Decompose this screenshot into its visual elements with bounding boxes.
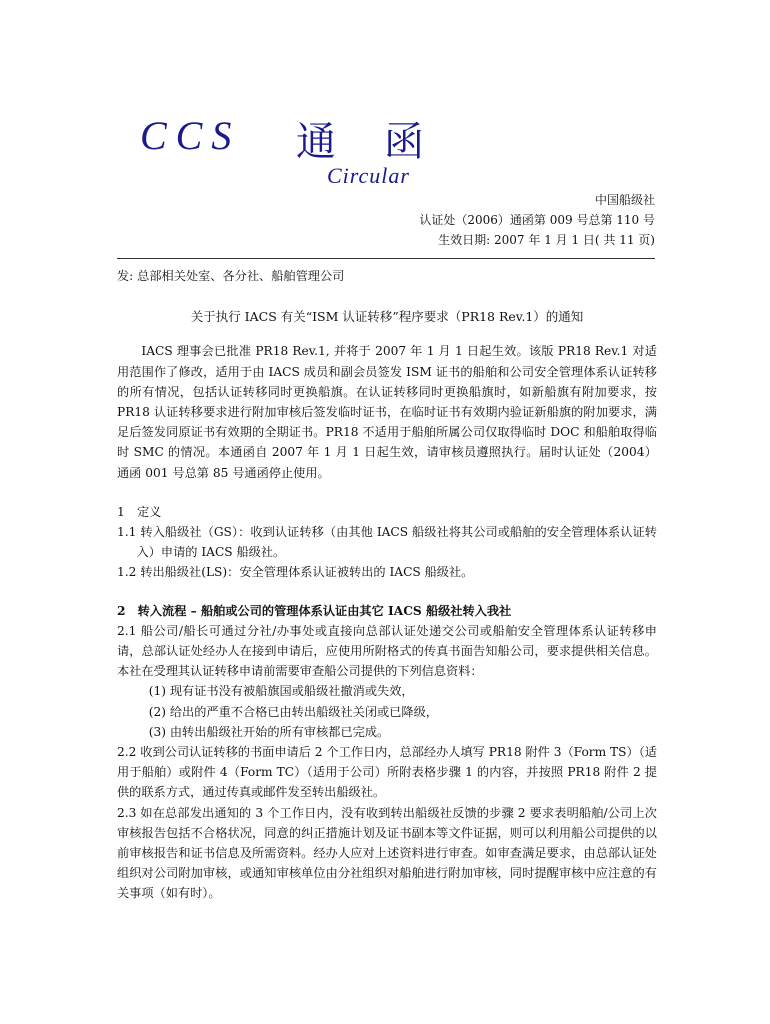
definition-1-1: 1.1 转入船级社（GS）：收到认证转移（由其他 IACS 船级社将其公司或船舶的安全管理体系认证转入）申请的 IACS 船级社。 [117,525,657,560]
definition-1-2: 1.2 转出船级社(LS)：安全管理体系认证被转出的 IACS 船级社。 [117,565,474,580]
list-item-2: (2) 给出的严重不合格已由转出船级社关闭或已降级， [148,704,438,719]
list-item-3: (3) 由转出船级社开始的所有审核都已完成。 [148,724,390,739]
clause-2-2: 2.2 收到公司认证转移的书面申请后 2 个工作日内，总部经办人填写 PR18 附件 3（Form TS）（适用于船舶）或附件 4（Form TC）（适用于公司）所附表格步骤 1 的内容，并按照 PR18 附件 2 提供的联系方式，通过传真或邮件发至转出船级社。 [117,745,657,800]
effective-date: 生效日期: 2007 年 1 月 1 日( 共 11 页) [438,233,655,247]
subject-line: 关于执行 IACS 有关“ISM 认证转移”程序要求（PR18 Rev.1）的通知 [190,309,584,325]
section-2-title: 2 转入流程 – 船舶或公司的管理体系认证由其它 IACS 船级社转入我社 [117,603,512,618]
list-item-1: (1) 现有证书没有被船旗国或船级社撤消或失效， [148,684,414,699]
recipients: 发: 总部相关处室、各分社、船舶管理公司 [117,269,345,283]
document-number: 认证处（2006）通函第 009 号总第 110 号 [419,213,655,227]
clause-2-3: 2.3 如在总部发出通知的 3 个工作日内，没有收到转出船级社反馈的步骤 2 要求表明船舶/公司上次审核报告包括不合格状况，同意的纠正措施计划及证书副本等文件证据，则可以利用船公司提供的以前审核报告和证书信息及所需资料。经办人应对上述资料进行审查。如审查满足要求，由总部认证处组织对公司附加审核，或通知审核单位由分社组织对船舶进行附加审核，同时提醒审核中应注意的有关事项（如有时）。 [117,805,657,901]
ccs-brand: CCS [140,113,241,158]
intro-paragraph: IACS 理事会已批准 PR18 Rev.1, 并将于 2007 年 1 月 1 日起生效。该版 PR18 Rev.1 对适用范围作了修改，适用于由 IACS 成员和副会员签发 ISM 证书的船舶和公司安全管理体系认证转移的所有情况，包括认证转移同时更换船旗。在认证转移同时更换船旗时，如新船旗有附加要求，按 PR18 认证转移要求进行附加审核后签发临时证书，在临时证书有效期内验证新船旗的附加要求，满足后签发同原证书有效期的全期证书。PR18 不适用于船舶所属公司仅取得临时 DOC 和船舶取得临时 SMC 的情况。本通函自 2007 年 1 月 1 日起生效，请审核员遵照执行。届时认证处（2004）通函 001 号总第 85 号通函停止使用。 [117,344,657,480]
issuing-org: 中国船级社 [594,193,655,207]
document-body [117,266,657,904]
circular-subtitle: Circular [327,163,410,188]
document-meta [419,190,655,250]
clause-2-1: 2.1 船公司/船长可通过分社/办事处或直接向总部认证处递交公司或船舶安全管理体系认证转移申请，总部认证处经办人在接到申请后，应使用所附格式的传真书面告知船公司，要求提供相关信息。本社在受理其认证转移申请前需要审查船公司提供的下列信息资料： [117,623,657,679]
section-1-title: 1 定义 [117,504,162,519]
header-divider [117,258,655,259]
circular-title-cn: 通函 [296,119,472,165]
